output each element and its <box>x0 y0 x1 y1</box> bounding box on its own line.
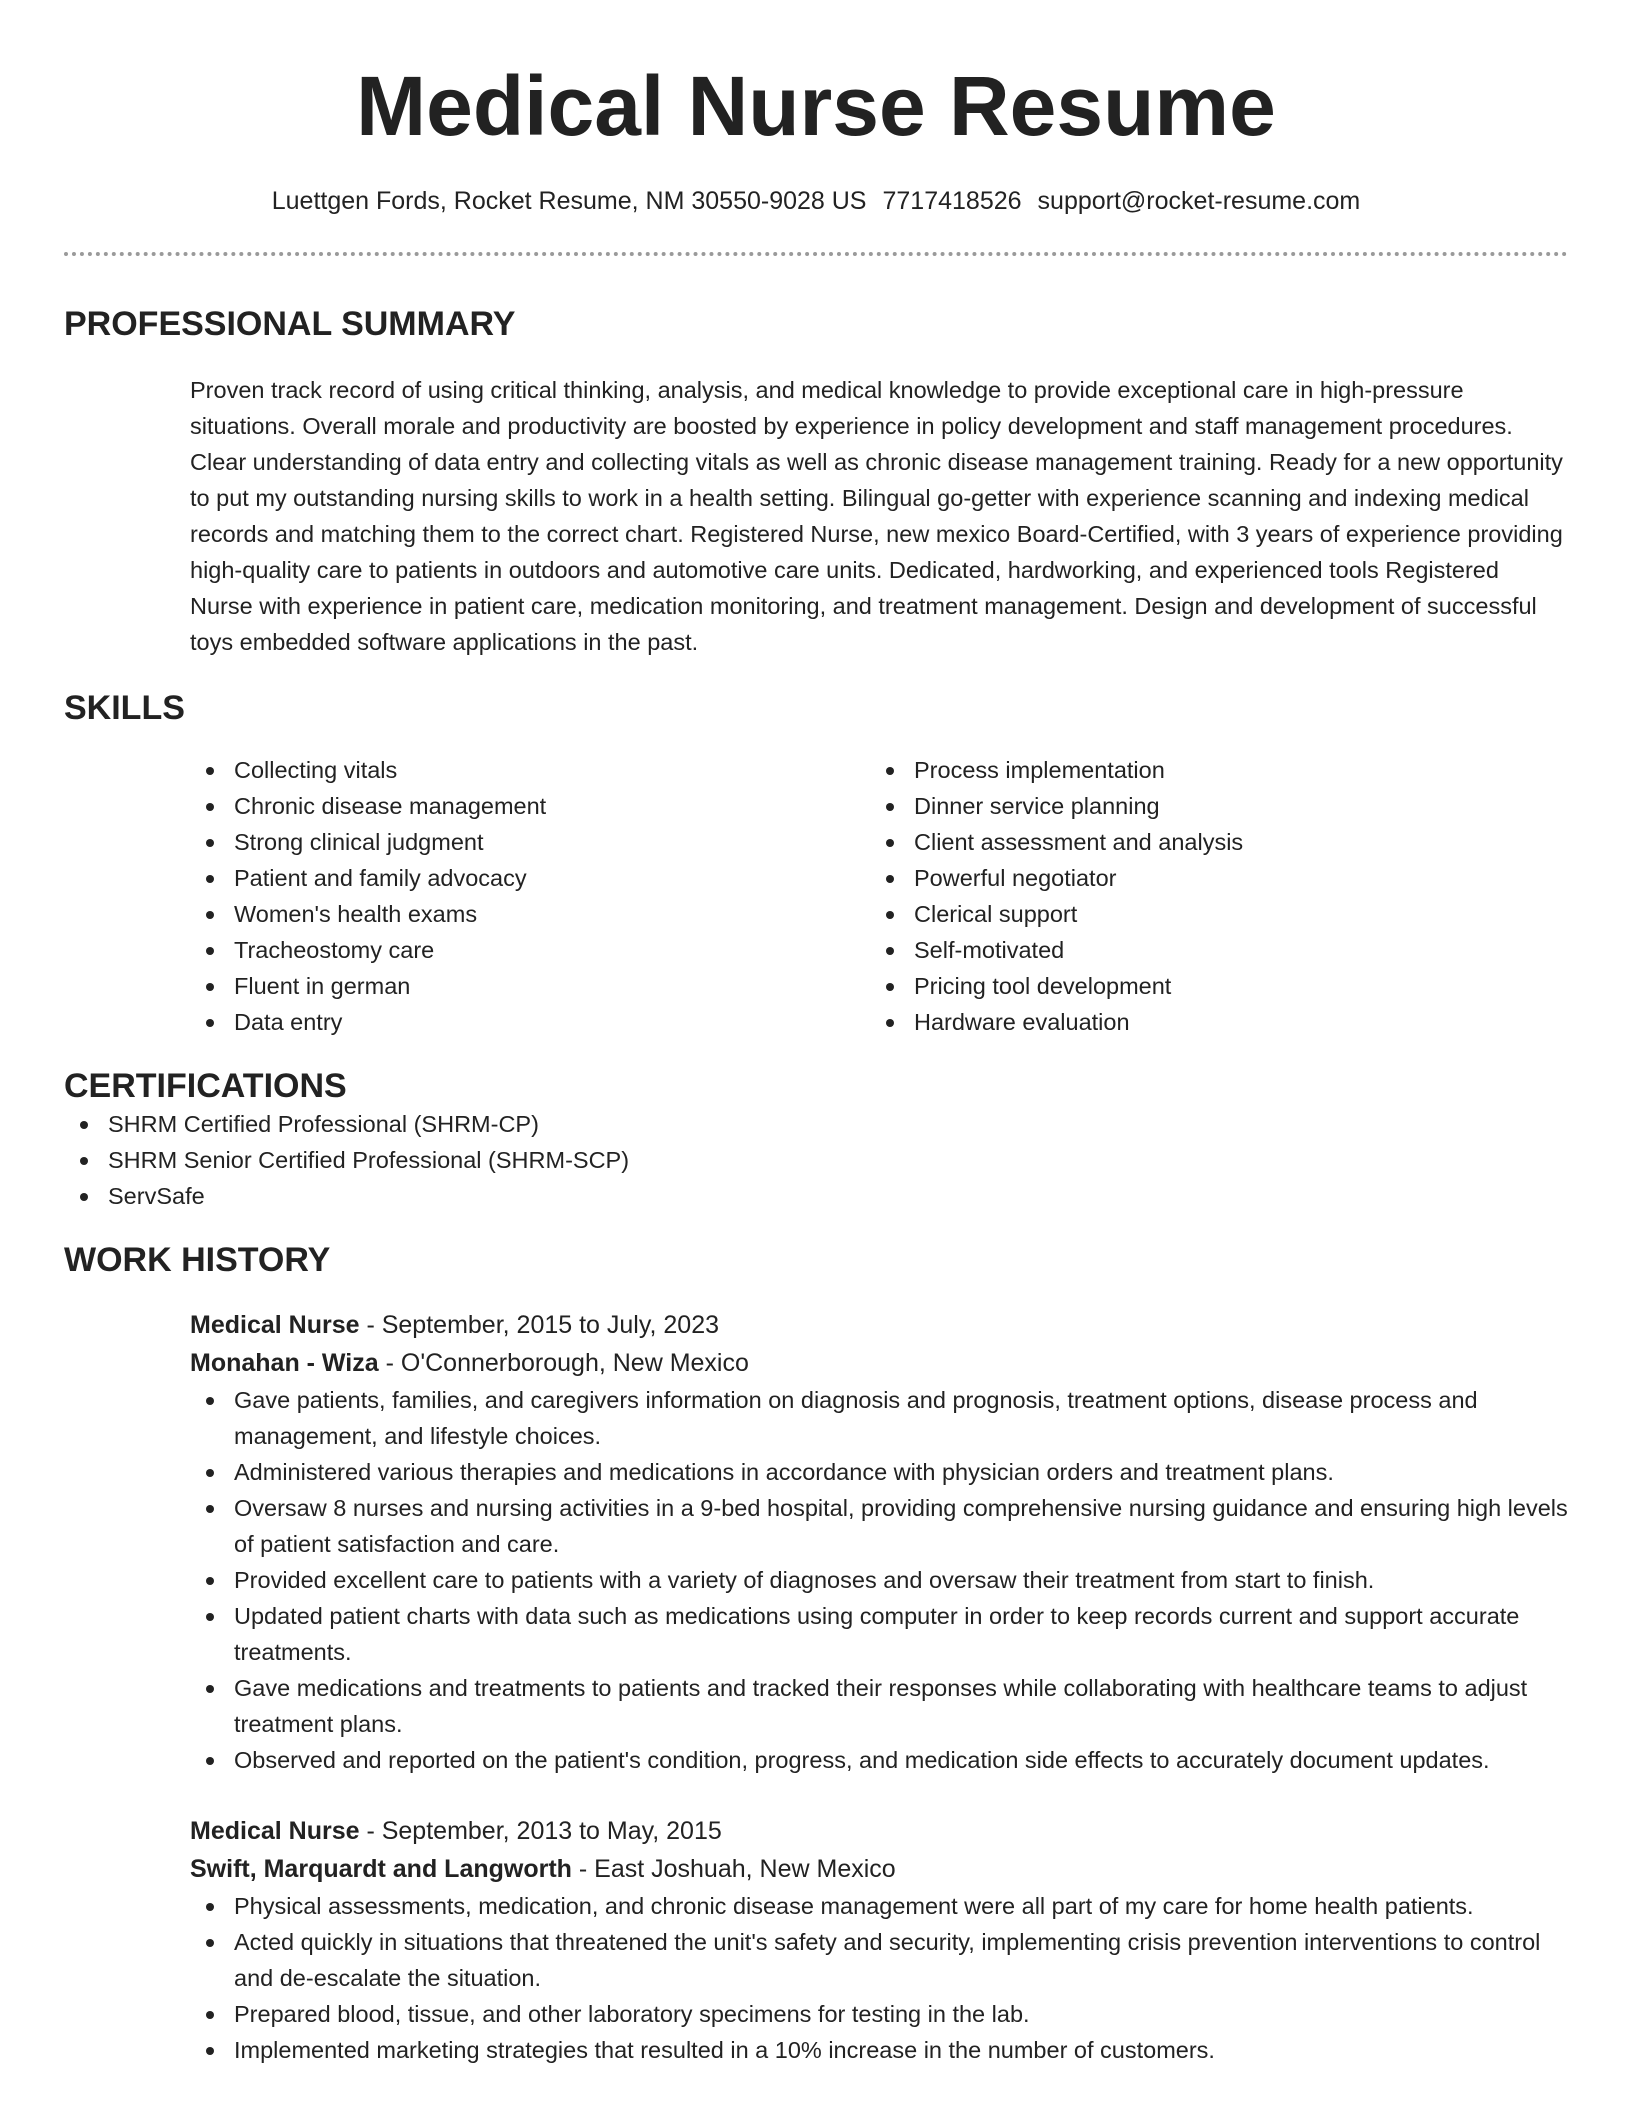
skill-item: Pricing tool development <box>870 968 1550 1004</box>
job-duty: Gave medications and treatments to patients and tracked their responses while collaborating with healthcare teams to adjust treatment plans. <box>190 1670 1568 1742</box>
job-duties-list <box>190 1888 1568 2068</box>
skill-item: Strong clinical judgment <box>190 824 870 860</box>
certification-item: SHRM Certified Professional (SHRM-CP) <box>64 1106 1568 1142</box>
contact-phone: 7717418526 <box>882 187 1022 215</box>
work-history-heading: WORK HISTORY <box>64 1241 331 1279</box>
certification-item: SHRM Senior Certified Professional (SHRM-SCP) <box>64 1142 1568 1178</box>
skill-item: Patient and family advocacy <box>190 860 870 896</box>
job-duty: Implemented marketing strategies that resulted in a 10% increase in the number of customers. <box>190 2032 1568 2068</box>
job-role: Medical Nurse <box>190 1817 360 1845</box>
resume-page <box>64 0 1568 2068</box>
job-company: Monahan - Wiza <box>190 1349 379 1377</box>
skill-item: Women's health exams <box>190 896 870 932</box>
summary-text: Proven track record of using critical thinking, analysis, and medical knowledge to provide exceptional care in high-pressure situations. Overall morale and productivity are boosted by experience in policy development and staff management procedures. Clear understanding of data entry and collecting vitals as well as chronic disease management training. Ready for a new opportunity to put my outstanding nursing skills to work in a health setting. Bilingual go-getter with experience scanning and indexing medical records and matching them to the correct chart. Registered Nurse, new mexico Board-Certified, with 3 years of experience providing high-quality care to patients in outdoors and automotive care units. Dedicated, hardworking, and experienced tools Registered Nurse with experience in patient care, medication monitoring, and treatment management. Design and development of successful toys embedded software applications in the past. <box>190 377 1563 655</box>
skill-item: Chronic disease management <box>190 788 870 824</box>
skills-section <box>64 688 1568 1040</box>
job-entry <box>190 1812 1568 2068</box>
skill-item: Fluent in german <box>190 968 870 1004</box>
job-duty: Oversaw 8 nurses and nursing activities in a 9-bed hospital, providing comprehensive nursing guidance and ensuring high levels of patient satisfaction and care. <box>190 1490 1568 1562</box>
certifications-section <box>64 1066 1568 1214</box>
skills-heading: SKILLS <box>64 689 185 727</box>
skill-item: Data entry <box>190 1004 870 1040</box>
job-title-line <box>190 1812 1568 1850</box>
skill-item: Powerful negotiator <box>870 860 1550 896</box>
job-duty: Acted quickly in situations that threatened the unit's safety and security, implementing crisis prevention interventions to control and de-escalate the situation. <box>190 1924 1568 1996</box>
job-location: - East Joshuah, New Mexico <box>571 1855 896 1883</box>
job-title-line <box>190 1306 1568 1344</box>
job-duty: Updated patient charts with data such as medications using computer in order to keep records current and support accurate treatments. <box>190 1598 1568 1670</box>
job-duties-list <box>190 1382 1568 1778</box>
skill-item: Dinner service planning <box>870 788 1550 824</box>
skill-item: Hardware evaluation <box>870 1004 1550 1040</box>
job-company: Swift, Marquardt and Langworth <box>190 1855 572 1883</box>
job-company-line <box>190 1344 1568 1382</box>
work-history-section <box>64 1240 1568 2068</box>
skill-item: Tracheostomy care <box>190 932 870 968</box>
job-dates: - September, 2015 to July, 2023 <box>359 1311 720 1339</box>
certification-item: ServSafe <box>64 1178 1568 1214</box>
job-entry <box>190 1306 1568 1778</box>
job-duty: Physical assessments, medication, and chronic disease management were all part of my care for home health patients. <box>190 1888 1568 1924</box>
skill-item: Collecting vitals <box>190 752 870 788</box>
job-duty: Provided excellent care to patients with a variety of diagnoses and oversaw their treatment from start to finish. <box>190 1562 1568 1598</box>
job-location: - O'Connerborough, New Mexico <box>378 1349 749 1377</box>
summary-section <box>64 304 1568 660</box>
job-dates: - September, 2013 to May, 2015 <box>359 1817 722 1845</box>
job-duty: Gave patients, families, and caregivers information on diagnosis and prognosis, treatment options, disease process and management, and lifestyle choices. <box>190 1382 1568 1454</box>
header-divider <box>64 252 1568 256</box>
job-duty: Observed and reported on the patient's condition, progress, and medication side effects to accurately document updates. <box>190 1742 1568 1778</box>
certifications-heading: CERTIFICATIONS <box>64 1067 347 1105</box>
job-duty: Prepared blood, tissue, and other laboratory specimens for testing in the lab. <box>190 1996 1568 2032</box>
skills-list-left <box>190 752 870 1040</box>
contact-email: support@rocket-resume.com <box>1037 187 1361 215</box>
certifications-list <box>64 1106 1568 1214</box>
skill-item: Clerical support <box>870 896 1550 932</box>
job-company-line <box>190 1850 1568 1888</box>
skills-list-right <box>870 752 1550 1040</box>
skill-item: Client assessment and analysis <box>870 824 1550 860</box>
resume-title: Medical Nurse Resume <box>356 59 1276 153</box>
skills-columns <box>190 752 1568 1040</box>
job-duty: Administered various therapies and medications in accordance with physician orders and treatment plans. <box>190 1454 1568 1490</box>
job-role: Medical Nurse <box>190 1311 360 1339</box>
contact-address: Luettgen Fords, Rocket Resume, NM 30550-9028 US <box>271 187 867 215</box>
skill-item: Self-motivated <box>870 932 1550 968</box>
skill-item: Process implementation <box>870 752 1550 788</box>
contact-line <box>64 186 1568 216</box>
summary-heading: PROFESSIONAL SUMMARY <box>64 305 516 343</box>
